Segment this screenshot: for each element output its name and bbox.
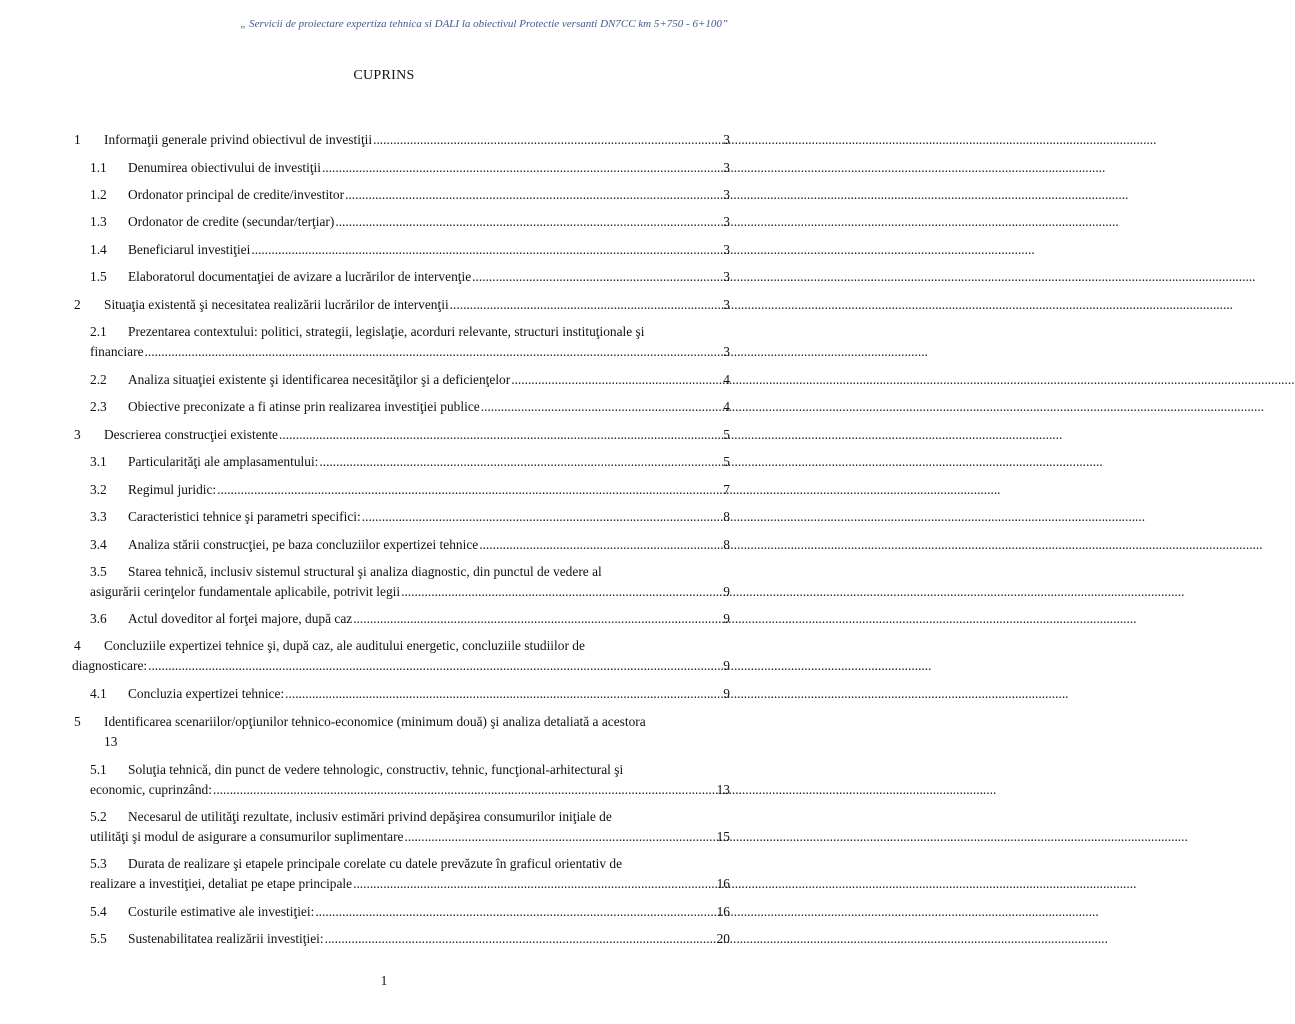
toc-entry-5-5[interactable]: 5.5 Sustenabilitatea realizării investiţiei: ..... 20	[74, 929, 730, 949]
toc-entry-3-1[interactable]: 3.1 Particularităţi ale amplasamentului: ..... 5	[74, 452, 730, 472]
toc-entry-2-3[interactable]: 2.3 Obiective preconizate a fi atinse prin realizarea investiţiei publice ..... 4	[74, 397, 730, 417]
toc-entry-5-1[interactable]: 5.1 Soluţia tehnică, din punct de vedere tehnologic, constructiv, tehnic, funcţional-arhitectural şi economic, cuprinzând: ..... 13	[74, 760, 730, 800]
toc-entry-3-5[interactable]: 3.5 Starea tehnică, inclusiv sistemul structural şi analiza diagnostic, din punctul de vedere al asigurării cerinţelor fundamentale aplicabile, potrivit legii ..... 9	[74, 562, 730, 602]
toc-entry-5-4[interactable]: 5.4 Costurile estimative ale investiţiei: ..... 16	[74, 902, 730, 922]
toc-entry-5-2[interactable]: 5.2 Necesarul de utilităţi rezultate, inclusiv estimări privind depăşirea consumurilor iniţiale de utilităţi şi modul de asigurare a consumurilor suplimentare ..... 15	[74, 807, 730, 847]
toc-entry-1[interactable]: 1 Informaţii generale privind obiectivul de investiţii ..... 3	[74, 130, 730, 150]
toc-entry-1-5[interactable]: 1.5 Elaboratorul documentaţiei de avizare a lucrărilor de intervenţie ..... 3	[74, 267, 730, 287]
toc-entry-2-2[interactable]: 2.2 Analiza situaţiei existente şi identificarea necesităţilor şi a deficienţelor ..... 4	[74, 370, 730, 390]
toc-entry-1-2[interactable]: 1.2 Ordonator principal de credite/investitor ..... 3	[74, 185, 730, 205]
toc-entry-5[interactable]: 5 Identificarea scenariilor/opţiunilor tehnico-economice (minimum două) şi analiza detaliată a acestora 13	[74, 714, 646, 749]
toc-entry-3-4[interactable]: 3.4 Analiza stării construcţiei, pe baza concluziilor expertizei tehnice ..... 8	[74, 535, 730, 555]
document-header: „ Servicii de proiectare expertiza tehnica si DALI la obiectivul Protectie versanti DN7CC km 5+750 - 6+100”	[240, 18, 728, 30]
toc-entry-3-6[interactable]: 3.6 Actul doveditor al forţei majore, după caz ..... 9	[74, 609, 730, 629]
toc-entry-1-1[interactable]: 1.1 Denumirea obiectivului de investiţii ..... 3	[74, 158, 730, 178]
toc-entry-1-3[interactable]: 1.3 Ordonator de credite (secundar/terţiar) ..... 3	[74, 212, 730, 232]
toc-entry-3[interactable]: 3 Descrierea construcţiei existente ..... 5	[74, 425, 730, 445]
toc-entry-1-4[interactable]: 1.4 Beneficiarul investiţiei ..... 3	[74, 240, 730, 260]
page-number: 1	[380, 973, 388, 988]
toc-entry-3-3[interactable]: 3.3 Caracteristici tehnice şi parametri specifici: ..... 8	[74, 507, 730, 527]
toc-entry-4-1[interactable]: 4.1 Concluzia expertizei tehnice: ..... 9	[74, 684, 730, 704]
toc-entry-5-3[interactable]: 5.3 Durata de realizare şi etapele principale corelate cu datele prevăzute în graficul orientativ de realizare a investiţiei, detaliat pe etape principale ..... 16	[74, 854, 730, 894]
toc-entry-2[interactable]: 2 Situaţia existentă şi necesitatea realizării lucrărilor de intervenţii ..... 3	[74, 295, 730, 315]
page-title: CUPRINS	[353, 68, 415, 83]
toc-entry-3-2[interactable]: 3.2 Regimul juridic: ..... 7	[74, 480, 730, 500]
toc-entry-2-1[interactable]: 2.1 Prezentarea contextului: politici, strategii, legislaţie, acorduri relevante, structuri instituţionale şi financiare ..... 3	[74, 322, 730, 362]
toc-entry-4[interactable]: 4 Concluziile expertizei tehnice şi, după caz, ale auditului energetic, concluziile studiilor de diagnosticare: ..... 9	[74, 636, 730, 676]
